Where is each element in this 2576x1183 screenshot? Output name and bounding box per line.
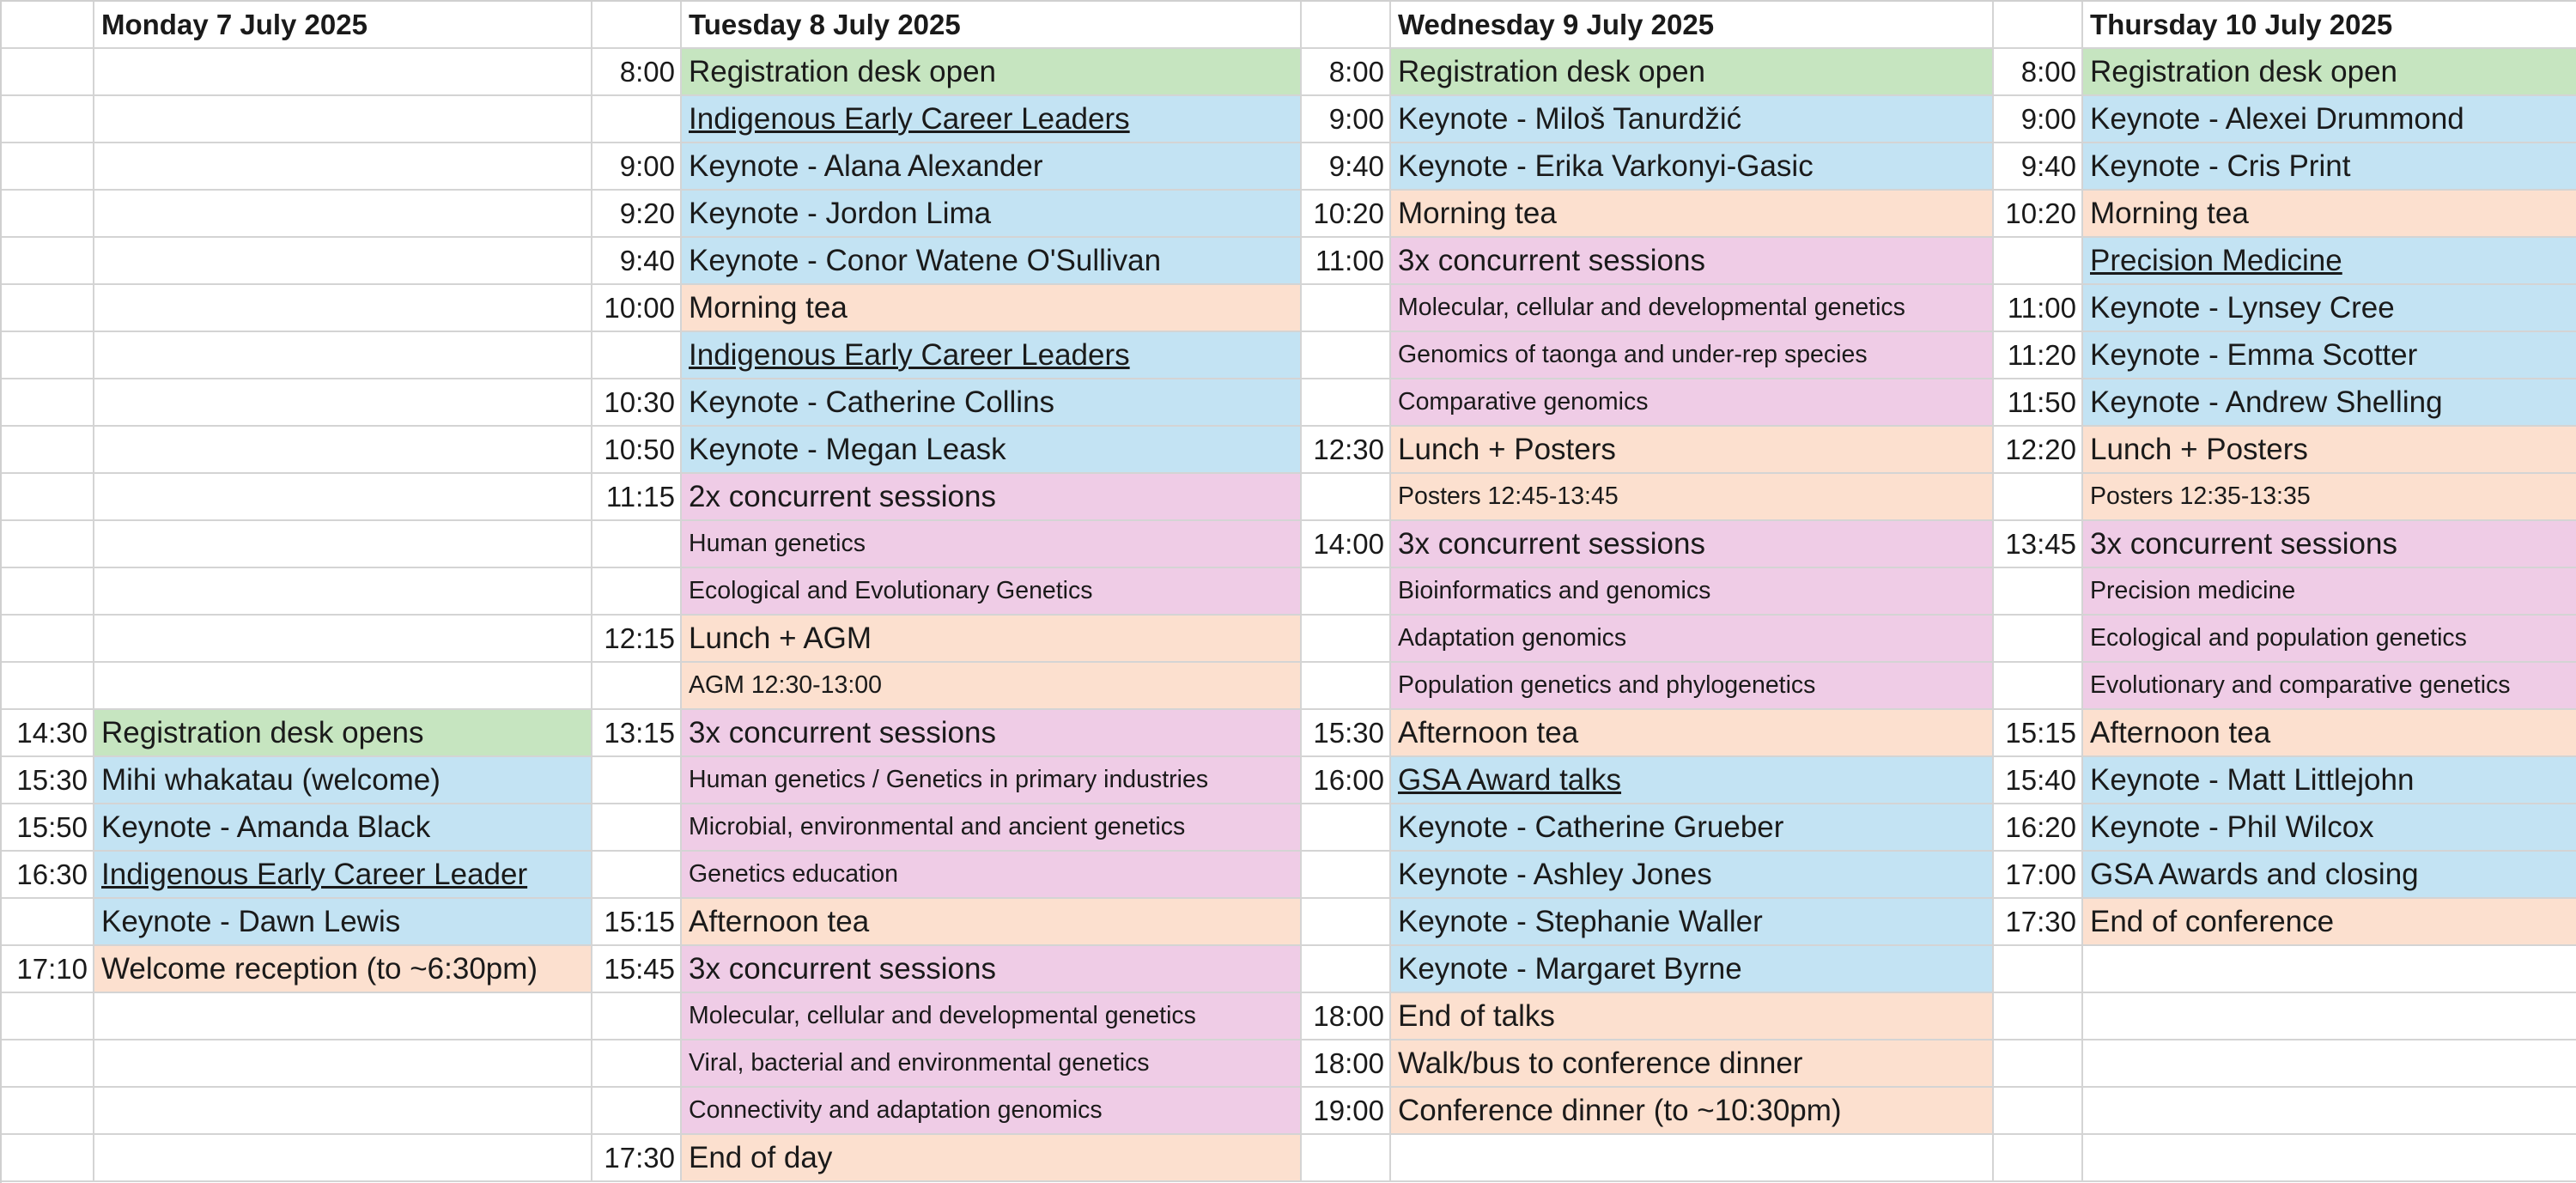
event-cell-empty xyxy=(94,521,592,568)
time-cell-empty xyxy=(1994,1088,2083,1135)
event-cell-empty xyxy=(94,993,592,1040)
time-cell: 8:00 xyxy=(1302,49,1391,96)
time-cell-empty xyxy=(2,568,94,616)
event-cell: Registration desk open xyxy=(2083,49,2576,96)
time-cell-empty xyxy=(2,427,94,474)
event-cell: Keynote - Margaret Byrne xyxy=(1391,946,1994,993)
session-stream: Comparative genomics xyxy=(1391,379,1994,427)
time-cell: 17:00 xyxy=(1994,852,2083,899)
event-cell: Keynote - Jordon Lima xyxy=(682,191,1302,238)
time-cell: 9:40 xyxy=(1302,143,1391,191)
time-cell-empty xyxy=(2,96,94,143)
time-cell: 13:45 xyxy=(1994,521,2083,568)
time-cell: 17:10 xyxy=(2,946,94,993)
time-cell: 10:50 xyxy=(592,427,682,474)
event-cell-empty xyxy=(94,285,592,332)
event-cell-empty xyxy=(2083,946,2576,993)
time-cell: 9:40 xyxy=(592,238,682,285)
event-cell: Keynote - Catherine Grueber xyxy=(1391,804,1994,852)
time-cell: 18:00 xyxy=(1302,993,1391,1040)
time-cell: 11:15 xyxy=(592,474,682,521)
time-cell: 18:00 xyxy=(1302,1040,1391,1088)
time-cell: 12:20 xyxy=(1994,427,2083,474)
time-header-empty xyxy=(2,2,94,49)
time-cell-empty xyxy=(1302,899,1391,946)
session-stream: Molecular, cellular and developmental genetics xyxy=(682,993,1302,1040)
event-cell: Lunch + Posters xyxy=(1391,427,1994,474)
time-cell-empty xyxy=(1302,379,1391,427)
event-cell: Morning tea xyxy=(1391,191,1994,238)
event-cell: Keynote - Dawn Lewis xyxy=(94,899,592,946)
time-cell-empty xyxy=(2,143,94,191)
time-cell: 9:00 xyxy=(1994,96,2083,143)
time-cell: 11:00 xyxy=(1994,285,2083,332)
session-stream: Human genetics xyxy=(682,521,1302,568)
event-cell: Keynote - Matt Littlejohn xyxy=(2083,757,2576,804)
time-cell: 15:30 xyxy=(1302,710,1391,757)
event-cell: 3x concurrent sessions xyxy=(2083,521,2576,568)
event-cell-empty xyxy=(94,143,592,191)
session-stream: Connectivity and adaptation genomics xyxy=(682,1088,1302,1135)
time-cell-empty xyxy=(592,521,682,568)
time-cell: 11:20 xyxy=(1994,332,2083,379)
event-cell: 3x concurrent sessions xyxy=(1391,238,1994,285)
session-stream: Ecological and Evolutionary Genetics xyxy=(682,568,1302,616)
event-cell: Walk/bus to conference dinner xyxy=(1391,1040,1994,1088)
session-stream: Human genetics / Genetics in primary industries xyxy=(682,757,1302,804)
event-cell: Lunch + AGM xyxy=(682,616,1302,663)
event-cell-empty xyxy=(94,191,592,238)
event-cell-empty xyxy=(94,238,592,285)
section-title: Indigenous Early Career Leaders xyxy=(682,96,1302,143)
time-cell-empty xyxy=(1994,568,2083,616)
time-cell: 15:15 xyxy=(1994,710,2083,757)
event-cell-empty xyxy=(94,1040,592,1088)
section-title: GSA Award talks xyxy=(1391,757,1994,804)
day-header: Monday 7 July 2025 xyxy=(94,2,592,49)
event-cell-empty xyxy=(2083,1088,2576,1135)
time-cell: 16:00 xyxy=(1302,757,1391,804)
time-cell: 9:40 xyxy=(1994,143,2083,191)
time-cell-empty xyxy=(1302,663,1391,710)
time-cell-empty xyxy=(2,379,94,427)
time-cell-empty xyxy=(592,993,682,1040)
time-cell-empty xyxy=(1994,474,2083,521)
time-cell: 15:15 xyxy=(592,899,682,946)
event-cell: Lunch + Posters xyxy=(2083,427,2576,474)
time-cell-empty xyxy=(1994,993,2083,1040)
time-cell: 15:45 xyxy=(592,946,682,993)
event-cell: Keynote - Amanda Black xyxy=(94,804,592,852)
time-cell-empty xyxy=(2,285,94,332)
event-cell-empty xyxy=(2083,1040,2576,1088)
day-header: Thursday 10 July 2025 xyxy=(2083,2,2576,49)
event-cell-empty xyxy=(94,96,592,143)
event-cell: 3x concurrent sessions xyxy=(682,710,1302,757)
time-cell: 12:15 xyxy=(592,616,682,663)
event-cell: Keynote - Stephanie Waller xyxy=(1391,899,1994,946)
time-header-empty xyxy=(1302,2,1391,49)
event-cell: Registration desk open xyxy=(682,49,1302,96)
time-cell-empty xyxy=(592,568,682,616)
event-cell-empty xyxy=(94,474,592,521)
time-cell-empty xyxy=(2,521,94,568)
event-cell: Welcome reception (to ~6:30pm) xyxy=(94,946,592,993)
time-cell-empty xyxy=(2,616,94,663)
time-cell: 14:30 xyxy=(2,710,94,757)
event-cell: End of conference xyxy=(2083,899,2576,946)
event-cell: Keynote - Cris Print xyxy=(2083,143,2576,191)
time-cell-empty xyxy=(2,474,94,521)
time-cell: 10:20 xyxy=(1994,191,2083,238)
time-cell-empty xyxy=(2,49,94,96)
time-cell: 12:30 xyxy=(1302,427,1391,474)
event-cell: Keynote - Megan Leask xyxy=(682,427,1302,474)
time-cell-empty xyxy=(2,191,94,238)
time-cell-empty xyxy=(1994,238,2083,285)
time-cell-empty xyxy=(1994,946,2083,993)
event-cell: Keynote - Andrew Shelling xyxy=(2083,379,2576,427)
session-stream: Genomics of taonga and under-rep species xyxy=(1391,332,1994,379)
event-cell: Registration desk open xyxy=(1391,49,1994,96)
time-cell-empty xyxy=(2,332,94,379)
time-cell: 9:20 xyxy=(592,191,682,238)
session-stream: Population genetics and phylogenetics xyxy=(1391,663,1994,710)
section-title: Indigenous Early Career Leader xyxy=(94,852,592,899)
event-cell: Afternoon tea xyxy=(682,899,1302,946)
event-cell-empty xyxy=(94,616,592,663)
event-cell: End of talks xyxy=(1391,993,1994,1040)
section-title: Precision Medicine xyxy=(2083,238,2576,285)
session-stream: Microbial, environmental and ancient genetics xyxy=(682,804,1302,852)
event-cell-empty xyxy=(94,1088,592,1135)
event-cell-empty xyxy=(1391,1135,1994,1182)
session-stream: Viral, bacterial and environmental genetics xyxy=(682,1040,1302,1088)
time-cell: 17:30 xyxy=(592,1135,682,1182)
time-cell-empty xyxy=(592,332,682,379)
time-cell-empty xyxy=(592,757,682,804)
event-cell: Keynote - Lynsey Cree xyxy=(2083,285,2576,332)
time-cell-empty xyxy=(592,663,682,710)
event-cell: Registration desk opens xyxy=(94,710,592,757)
time-cell: 11:00 xyxy=(1302,238,1391,285)
time-cell: 14:00 xyxy=(1302,521,1391,568)
session-stream: Precision medicine xyxy=(2083,568,2576,616)
time-cell: 8:00 xyxy=(592,49,682,96)
time-cell-empty xyxy=(1994,616,2083,663)
time-cell-empty xyxy=(1302,804,1391,852)
event-cell: Keynote - Ashley Jones xyxy=(1391,852,1994,899)
session-stream: AGM 12:30-13:00 xyxy=(682,663,1302,710)
time-cell-empty xyxy=(2,1135,94,1182)
session-stream: Genetics education xyxy=(682,852,1302,899)
time-cell: 19:00 xyxy=(1302,1088,1391,1135)
event-cell: Keynote - Emma Scotter xyxy=(2083,332,2576,379)
time-cell: 16:30 xyxy=(2,852,94,899)
time-cell: 15:40 xyxy=(1994,757,2083,804)
time-cell: 11:50 xyxy=(1994,379,2083,427)
time-cell-empty xyxy=(2,1088,94,1135)
time-cell: 10:20 xyxy=(1302,191,1391,238)
event-cell-empty xyxy=(94,663,592,710)
time-cell: 9:00 xyxy=(592,143,682,191)
time-cell-empty xyxy=(1302,852,1391,899)
time-cell-empty xyxy=(1302,332,1391,379)
time-cell-empty xyxy=(1302,474,1391,521)
time-cell-empty xyxy=(1302,1135,1391,1182)
session-stream: Posters 12:45-13:45 xyxy=(1391,474,1994,521)
event-cell: 3x concurrent sessions xyxy=(1391,521,1994,568)
day-header: Wednesday 9 July 2025 xyxy=(1391,2,1994,49)
time-cell-empty xyxy=(592,1040,682,1088)
event-cell-empty xyxy=(94,379,592,427)
time-cell-empty xyxy=(2,663,94,710)
event-cell: Keynote - Miloš Tanurdžić xyxy=(1391,96,1994,143)
time-header-empty xyxy=(1994,2,2083,49)
time-cell: 15:50 xyxy=(2,804,94,852)
event-cell: Morning tea xyxy=(682,285,1302,332)
event-cell: Keynote - Conor Watene O'Sullivan xyxy=(682,238,1302,285)
time-cell-empty xyxy=(2,993,94,1040)
event-cell-empty xyxy=(2083,993,2576,1040)
time-cell: 10:00 xyxy=(592,285,682,332)
event-cell: Keynote - Alexei Drummond xyxy=(2083,96,2576,143)
time-cell: 16:20 xyxy=(1994,804,2083,852)
event-cell: Keynote - Catherine Collins xyxy=(682,379,1302,427)
time-cell-empty xyxy=(1302,616,1391,663)
event-cell-empty xyxy=(94,49,592,96)
event-cell-empty xyxy=(94,1135,592,1182)
event-cell: Keynote - Erika Varkonyi-Gasic xyxy=(1391,143,1994,191)
event-cell-empty xyxy=(94,427,592,474)
time-cell: 13:15 xyxy=(592,710,682,757)
time-cell-empty xyxy=(592,96,682,143)
session-stream: Posters 12:35-13:35 xyxy=(2083,474,2576,521)
event-cell: Keynote - Alana Alexander xyxy=(682,143,1302,191)
time-cell-empty xyxy=(1994,663,2083,710)
session-stream: Adaptation genomics xyxy=(1391,616,1994,663)
time-cell-empty xyxy=(1994,1135,2083,1182)
time-cell-empty xyxy=(592,852,682,899)
event-cell-empty xyxy=(2083,1135,2576,1182)
event-cell: Conference dinner (to ~10:30pm) xyxy=(1391,1088,1994,1135)
event-cell: Afternoon tea xyxy=(1391,710,1994,757)
session-stream: Molecular, cellular and developmental genetics xyxy=(1391,285,1994,332)
time-cell-empty xyxy=(2,238,94,285)
session-stream: Ecological and population genetics xyxy=(2083,616,2576,663)
event-cell: Mihi whakatau (welcome) xyxy=(94,757,592,804)
session-stream: Evolutionary and comparative genetics xyxy=(2083,663,2576,710)
event-cell-empty xyxy=(94,332,592,379)
event-cell: Afternoon tea xyxy=(2083,710,2576,757)
event-cell: Keynote - Phil Wilcox xyxy=(2083,804,2576,852)
event-cell: Morning tea xyxy=(2083,191,2576,238)
time-cell-empty xyxy=(592,804,682,852)
time-cell-empty xyxy=(592,1088,682,1135)
time-cell: 8:00 xyxy=(1994,49,2083,96)
time-cell: 10:30 xyxy=(592,379,682,427)
time-cell-empty xyxy=(2,1040,94,1088)
time-cell-empty xyxy=(2,899,94,946)
time-cell-empty xyxy=(1302,285,1391,332)
event-cell: End of day xyxy=(682,1135,1302,1182)
event-cell-empty xyxy=(94,568,592,616)
event-cell: 3x concurrent sessions xyxy=(682,946,1302,993)
time-cell-empty xyxy=(1994,1040,2083,1088)
day-header: Tuesday 8 July 2025 xyxy=(682,2,1302,49)
event-cell: 2x concurrent sessions xyxy=(682,474,1302,521)
time-cell-empty xyxy=(1302,946,1391,993)
time-cell: 15:30 xyxy=(2,757,94,804)
section-title: Indigenous Early Career Leaders xyxy=(682,332,1302,379)
time-header-empty xyxy=(592,2,682,49)
session-stream: Bioinformatics and genomics xyxy=(1391,568,1994,616)
time-cell-empty xyxy=(1302,568,1391,616)
time-cell: 17:30 xyxy=(1994,899,2083,946)
event-cell: GSA Awards and closing xyxy=(2083,852,2576,899)
time-cell: 9:00 xyxy=(1302,96,1391,143)
